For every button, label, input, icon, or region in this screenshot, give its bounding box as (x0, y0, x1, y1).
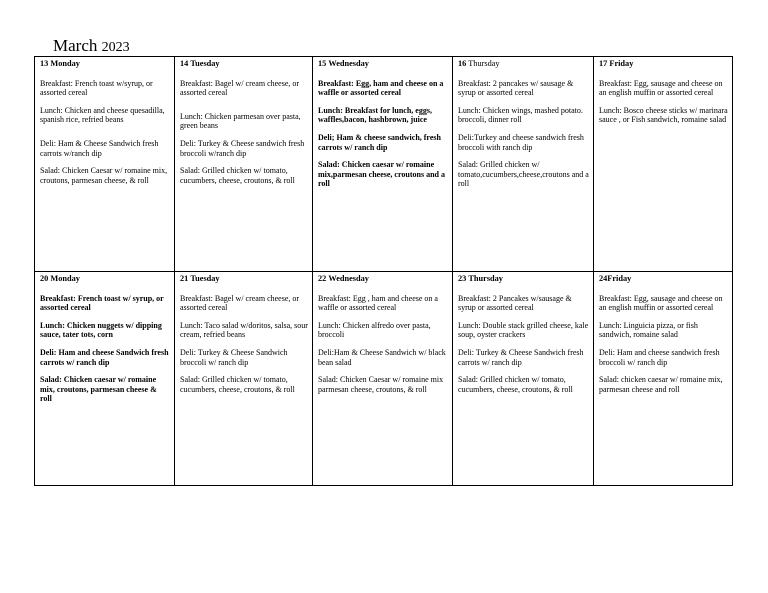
lunch-item: Lunch: Chicken parmesan over pasta, green beans (180, 111, 301, 131)
day-cell-20 (35, 272, 175, 485)
day-header: 21 Tuesday (180, 274, 220, 283)
day-cell-22 (313, 272, 453, 485)
menu-calendar (34, 56, 733, 486)
day-cell-23 (453, 272, 594, 485)
day-header: 15 Wednesday (318, 59, 369, 68)
lunch-item: Lunch: Breakfast for lunch, eggs, waffles,bacon, hashbrown, juice (318, 105, 432, 125)
day-header: 16 Thursday (458, 59, 500, 68)
lunch-item: Lunch: Bosco cheese sticks w/ marinara sauce , or Fish sandwich, romaine salad (599, 105, 728, 125)
salad-item: Salad: Grilled chicken w/ tomato, cucumbers, cheese, croutons, & roll (458, 375, 573, 394)
deli-item: Deli: Turkey & Cheese sandwich fresh broccoli w/ranch dip (180, 138, 305, 158)
title-month: March (53, 36, 98, 55)
salad-item: Salad: Grilled chicken w/ tomato, cucumbers, cheese, croutons, & roll (180, 375, 295, 394)
day-header: 24Friday (599, 274, 632, 283)
deli-item: Deli:Turkey and cheese sandwich fresh broccoli with ranch dip (458, 132, 584, 152)
day-cell-13 (35, 57, 175, 272)
salad-item: Salad: Chicken caesar w/ romaine mix, croutons, parmesan cheese & roll (40, 375, 157, 404)
title-year: 2023 (101, 40, 130, 55)
day-header: 14 Tuesday (180, 59, 220, 68)
breakfast-item: Breakfast: Egg, sausage and cheese on an english muffin or assorted cereal (599, 293, 723, 313)
deli-item: Deli: Turkey & Cheese Sandwich broccoli w/ ranch dip (180, 347, 288, 367)
deli-item: Deli: Ham and cheese Sandwich fresh carrots w/ ranch dip (40, 347, 169, 367)
breakfast-item: Breakfast: French toast w/syrup, or assorted cereal (40, 78, 153, 98)
lunch-item: Lunch: Taco salad w/doritos, salsa, sour cream, refried beans (180, 320, 308, 340)
deli-item: Deli:Ham & Cheese Sandwich w/ black bean salad (318, 347, 446, 367)
breakfast-item: Breakfast: Egg, ham and cheese on a waffle or assorted cereal (318, 78, 444, 98)
salad-item: Salad: Grilled chicken w/ tomato,cucumbers,cheese,croutons and a roll (458, 160, 589, 189)
day-cell-24 (594, 272, 732, 485)
day-cell-16 (453, 57, 594, 272)
lunch-item: Lunch: Chicken and cheese quesadilla, spanish rice, refried beans (40, 105, 165, 125)
lunch-item: Lunch: Chicken wings, mashed potato. broccoli, dinner roll (458, 105, 583, 125)
breakfast-item: Breakfast: Egg, sausage and cheese on an english muffin or assorted cereal (599, 78, 723, 98)
breakfast-item: Breakfast: 2 Pancakes w/sausage & syrup or assorted cereal (458, 293, 572, 313)
day-cell-21 (175, 272, 313, 485)
day-header: 22 Wednesday (318, 274, 369, 283)
lunch-item: Lunch: Linguicia pizza, or fish sandwich, romaine salad (599, 320, 698, 340)
day-header: 13 Monday (40, 59, 80, 68)
lunch-item: Lunch: Chicken nuggets w/ dipping sauce, tater tots, corn (40, 320, 162, 340)
salad-item: Salad: Chicken Caesar w/ romaine mix parmesan cheese, croutons, & roll (318, 375, 444, 394)
breakfast-item: Breakfast: French toast w/ syrup, or assorted cereal (40, 293, 164, 313)
breakfast-item: Breakfast: Bagel w/ cream cheese, or assorted cereal (180, 293, 300, 313)
day-cell-14 (175, 57, 313, 272)
salad-item: Salad: Chicken caesar w/ romaine mix,parmesan cheese, croutons and a roll (318, 160, 445, 189)
breakfast-item: Breakfast: 2 pancakes w/ sausage & syrup or assorted cereal (458, 78, 574, 98)
salad-item: Salad: Chicken Caesar w/ romaine mix, croutons, parmesan cheese, & roll (40, 166, 168, 185)
salad-item: Salad: Grilled chicken w/ tomato, cucumbers, cheese, croutons, & roll (180, 166, 295, 185)
page-title (53, 36, 130, 56)
deli-item: Deli; Ham & cheese sandwich, fresh carrots w/ ranch dip (318, 132, 441, 152)
salad-item: Salad: chicken caesar w/ romaine mix, parmesan cheese and roll (599, 375, 723, 394)
day-header: 23 Thursday (458, 274, 503, 283)
breakfast-item: Breakfast: Bagel w/ cream cheese, or assorted cereal (180, 78, 300, 98)
deli-item: Deli: Turkey & Cheese Sandwich fresh carrots w/ ranch dip (458, 347, 584, 367)
day-cell-15 (313, 57, 453, 272)
deli-item: Deli: Ham and cheese sandwich fresh broccoli w/ ranch dip (599, 347, 720, 367)
day-header: 17 Friday (599, 59, 634, 68)
day-header: 20 Monday (40, 274, 80, 283)
breakfast-item: Breakfast: Egg , ham and cheese on a waffle or assorted cereal (318, 293, 438, 313)
lunch-item: Lunch: Double stack grilled cheese, kale soup, oyster crackers (458, 320, 589, 340)
day-cell-17 (594, 57, 732, 272)
deli-item: Deli: Ham & Cheese Sandwich fresh carrots w/ranch dip (40, 138, 159, 158)
lunch-item: Lunch: Chicken alfredo over pasta, broccoli (318, 320, 431, 340)
